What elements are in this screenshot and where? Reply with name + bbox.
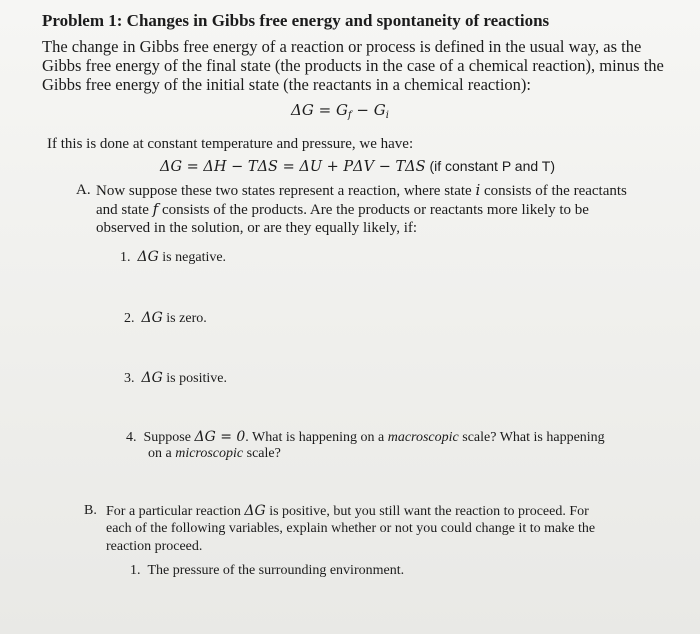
item-4-number: 4.: [126, 430, 137, 445]
part-a-line-2-post: consists of the products. Are the products or reactants more likely to be: [158, 202, 589, 218]
part-a-line-1-pre: Now suppose these two states represent a reaction, where state: [96, 183, 476, 199]
constant-tp-line: If this is done at constant temperature and pressure, we have:: [47, 136, 414, 152]
part-b-item-1-text: The pressure of the surrounding environment.: [147, 563, 405, 578]
part-a-line-1-post: consists of the reactants: [480, 183, 627, 199]
item-4-line2-pre: on a: [148, 446, 176, 461]
eq2-note: (if constant P and T): [425, 158, 556, 174]
eq2-main: ΔG = ΔH − TΔS = ΔU + PΔV − TΔS: [160, 159, 426, 175]
item-1-delta-g: ΔG: [137, 249, 159, 265]
item-3-text: is positive.: [162, 371, 227, 386]
item-2-delta-g: ΔG: [141, 310, 163, 326]
part-a-marker: A.: [76, 182, 91, 198]
part-a-line-2-pre: and state: [96, 202, 153, 218]
item-4-line2-post: scale?: [243, 446, 281, 461]
intro-line-2: Gibbs free energy of the final state (the products in the case of a chemical reaction), minus the: [42, 56, 664, 75]
part-b-line-1-post: is positive, but you still want the reaction to proceed. For: [265, 504, 589, 519]
part-b-item-1: [130, 563, 404, 579]
eq1-sub-i: i: [385, 110, 389, 121]
item-2-text: is zero.: [162, 311, 207, 326]
eq1-minus: −: [351, 101, 374, 119]
part-b-marker: B.: [84, 503, 97, 518]
eq1-lhs: ΔG: [291, 101, 314, 119]
part-b-line-3: reaction proceed.: [106, 539, 203, 554]
eq1-equals: =: [313, 101, 336, 119]
state-f-var: f: [152, 200, 159, 218]
part-a-line-3: observed in the solution, or are they equally likely, if:: [96, 220, 418, 236]
state-i-var: i: [475, 181, 481, 199]
item-4-delta-g-zero: ΔG = 0: [194, 429, 246, 445]
item-3-number: 3.: [124, 371, 135, 386]
eq1-g-final: G: [335, 101, 348, 119]
part-b-delta-g: ΔG: [244, 503, 266, 519]
part-a-item-4: [126, 429, 605, 446]
part-b-line-1-pre: For a particular reaction: [106, 504, 245, 519]
eq1-g-initial: G: [373, 101, 386, 119]
item-4-pre: Suppose: [143, 430, 195, 445]
part-a-item-3: [124, 370, 227, 387]
item-1-number: 1.: [120, 250, 131, 265]
intro-line-3: Gibbs free energy of the initial state (the reactants in a chemical reaction):: [42, 75, 531, 94]
gibbs-expanded-equation: [160, 158, 555, 176]
part-a-line-1: [96, 182, 627, 200]
item-2-number: 2.: [124, 311, 135, 326]
item-4-mid2: scale? What is happening: [458, 430, 605, 445]
item-4-macroscopic: macroscopic: [387, 430, 459, 445]
item-3-delta-g: ΔG: [141, 370, 163, 386]
part-b-line-2: each of the following variables, explain whether or not you could change it to make the: [106, 521, 596, 536]
intro-line-1: The change in Gibbs free energy of a reaction or process is defined in the usual way, as the: [42, 37, 642, 56]
part-b-line-1: [106, 503, 589, 520]
part-a-line-2: [96, 201, 589, 219]
item-4-mid1: . What is happening on a: [245, 430, 388, 445]
part-a-item-4-line-2: [148, 446, 281, 462]
part-a-item-2: [124, 310, 207, 327]
item-1-text: is negative.: [158, 250, 227, 265]
eq1-sub-f: f: [347, 110, 352, 121]
gibbs-definition-equation: [291, 102, 389, 122]
part-a-item-1: [120, 249, 226, 266]
part-b-item-1-number: 1.: [130, 563, 141, 578]
item-4-microscopic: microscopic: [175, 446, 244, 461]
problem-title: Problem 1: Changes in Gibbs free energy and spontaneity of reactions: [42, 11, 550, 30]
